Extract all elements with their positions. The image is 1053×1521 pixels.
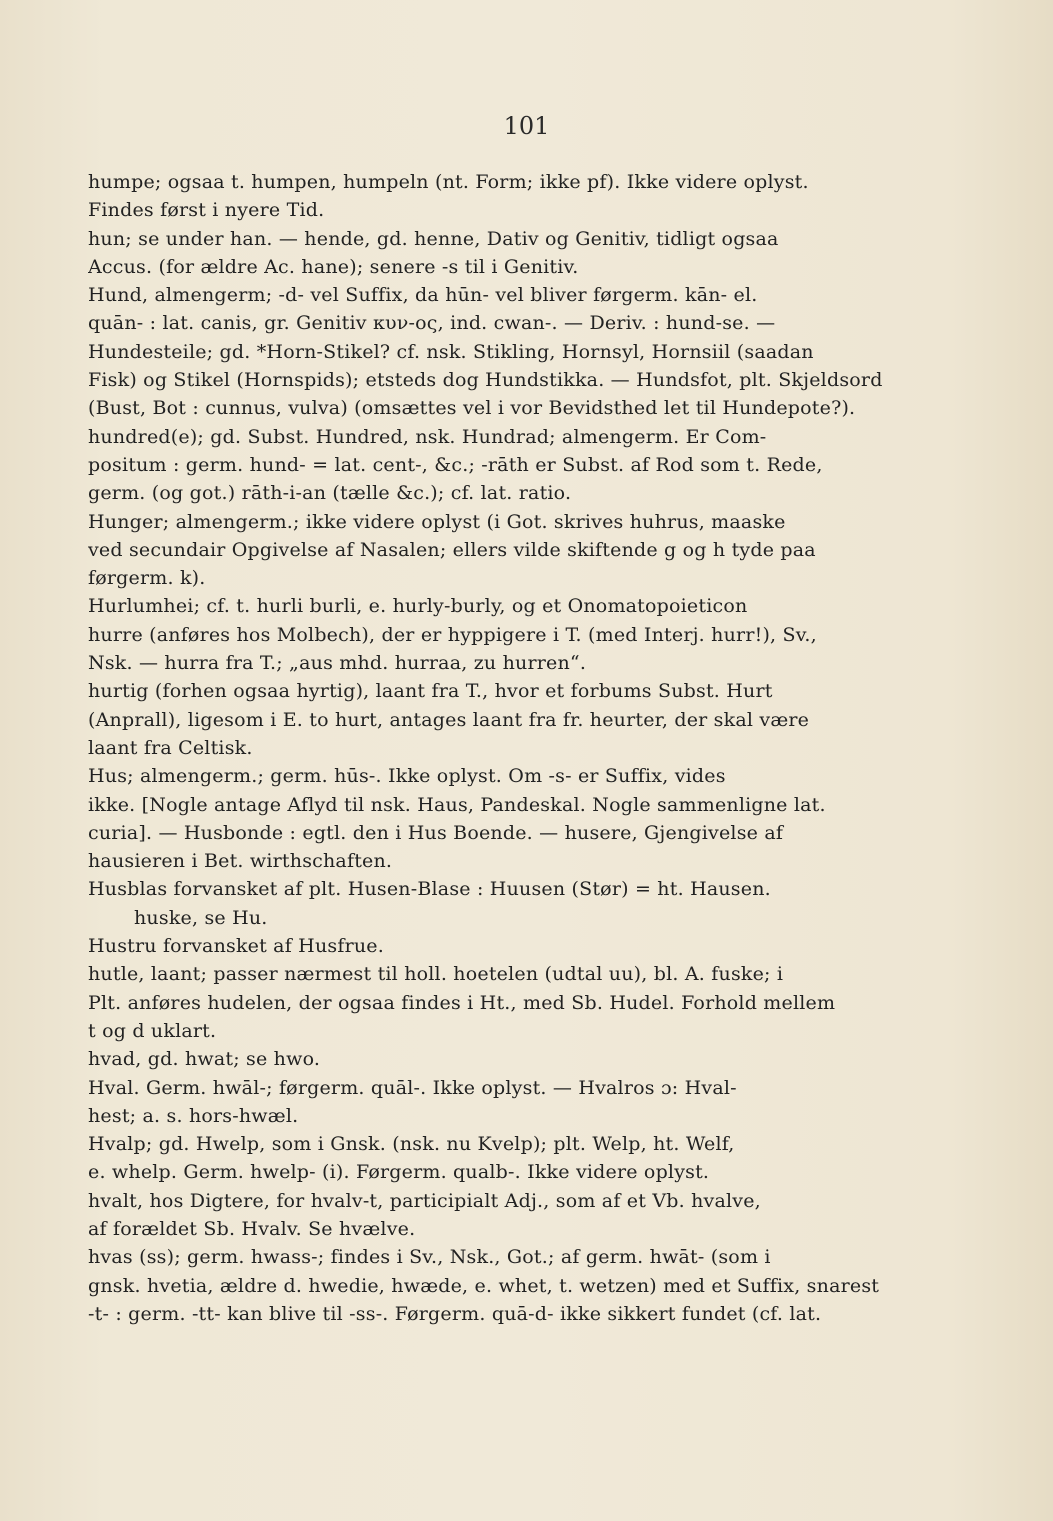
text-line: Hurlumhei; cf. t. hurli burli, e. hurly-burly, og et Onomatopoieticon [88, 595, 748, 618]
text-line: (Bust, Bot : cunnus, vulva) (omsættes vel i vor Bevidsthed let til Hundepote?). [88, 397, 856, 420]
text-line: hvas (ss); germ. hwass-; findes i Sv., Nsk., Got.; af germ. hwāt- (som i [88, 1246, 771, 1269]
text-line: hun; se under han. — hende, gd. henne, Dativ og Genitiv, tidligt ogsaa [88, 227, 779, 250]
text-line: hausieren i Bet. wirthschaften. [88, 850, 393, 873]
text-line: gnsk. hvetia, ældre d. hwedie, hwæde, e. whet, t. wetzen) med et Suffix, snarest [88, 1274, 880, 1297]
text-line: Plt. anføres hudelen, der ogsaa findes i Ht., med Sb. Hudel. Forhold mellem [88, 991, 836, 1014]
text-line: Hval. Germ. hwāl-; førgerm. quāl-. Ikke oplyst. — Hvalros ɔ: Hval- [88, 1076, 737, 1099]
text-line: hundred(e); gd. Subst. Hundred, nsk. Hundrad; almengerm. Er Com- [88, 425, 767, 448]
text-line: germ. (og got.) rāth-i-an (tælle &c.); cf. lat. ratio. [88, 482, 572, 505]
text-line: af forældet Sb. Hvalv. Se hvælve. [88, 1217, 416, 1240]
text-line: positum : germ. hund- = lat. cent-, &c.; -rāth er Subst. af Rod som t. Rede, [88, 453, 823, 476]
text-line: førgerm. k). [88, 567, 206, 590]
text-line: curia]. — Husbonde : egtl. den i Hus Boende. — husere, Gjengivelse af [88, 821, 784, 844]
text-line: ikke. [Nogle antage Aflyd til nsk. Haus, Pandeskal. Nogle sammenligne lat. [88, 793, 826, 816]
text-line: ved secundair Opgivelse af Nasalen; ellers vilde skiftende g og h tyde paa [88, 538, 816, 561]
text-line: huske, se Hu. [134, 906, 268, 929]
text-line: hvad, gd. hwat; se hwo. [88, 1048, 321, 1071]
text-line: Fisk) og Stikel (Hornspids); etsteds dog Hundstikka. — Hundsfot, plt. Skjeldsord [88, 369, 883, 392]
text-line: (Anprall), ligesom i E. to hurt, antages laant fra fr. heurter, der skal være [88, 708, 810, 731]
text-line: e. whelp. Germ. hwelp- (i). Førgerm. qualb-. Ikke videre oplyst. [88, 1161, 710, 1184]
page-number: 101 [503, 112, 550, 140]
text-line: t og d uklart. [88, 1019, 217, 1042]
text-line: Husblas forvansket af plt. Husen-Blase : Huusen (Stør) = ht. Hausen. [88, 878, 771, 901]
dictionary-text [88, 168, 918, 1328]
text-line: -t- : germ. -tt- kan blive til -ss-. Førgerm. quā-d- ikke sikkert fundet (cf. lat. [88, 1302, 822, 1325]
text-line: Nsk. — hurra fra T.; „aus mhd. hurraa, zu hurren“. [88, 652, 587, 675]
text-line: hvalt, hos Digtere, for hvalv-t, participialt Adj., som af et Vb. hvalve, [88, 1189, 761, 1212]
text-line: quān- : lat. canis, gr. Genitiv κυν-ος, ind. cwan-. — Deriv. : hund-se. — [88, 312, 776, 335]
text-line: hutle, laant; passer nærmest til holl. hoetelen (udtal uu), bl. A. fuske; i [88, 963, 784, 986]
text-line: Hustru forvansket af Husfrue. [88, 935, 384, 958]
text-line: Hunger; almengerm.; ikke videre oplyst (i Got. skrives huhrus, maaske [88, 510, 786, 533]
text-line: Findes først i nyere Tid. [88, 199, 325, 222]
text-line: laant fra Celtisk. [88, 736, 253, 759]
text-line: Hundesteile; gd. *Horn-Stikel? cf. nsk. Stikling, Hornsyl, Hornsiil (saadan [88, 340, 814, 363]
text-line: Hund, almengerm; -d- vel Suffix, da hūn- vel bliver førgerm. kān- el. [88, 284, 758, 307]
text-line: Hus; almengerm.; germ. hūs-. Ikke oplyst. Om -s- er Suffix, vides [88, 765, 726, 788]
text-line: hest; a. s. hors-hwæl. [88, 1104, 299, 1127]
text-line: Hvalp; gd. Hwelp, som i Gnsk. (nsk. nu Kvelp); plt. Welp, ht. Welf, [88, 1133, 735, 1156]
text-line: humpe; ogsaa t. humpen, humpeln (nt. Form; ikke pf). Ikke videre oplyst. [88, 171, 809, 193]
text-line: Accus. (for ældre Ac. hane); senere -s til i Genitiv. [88, 255, 579, 278]
text-line: hurtig (forhen ogsaa hyrtig), laant fra T., hvor et forbums Subst. Hurt [88, 680, 773, 703]
text-line: hurre (anføres hos Molbech), der er hyppigere i T. (med Interj. hurr!), Sv., [88, 623, 817, 646]
